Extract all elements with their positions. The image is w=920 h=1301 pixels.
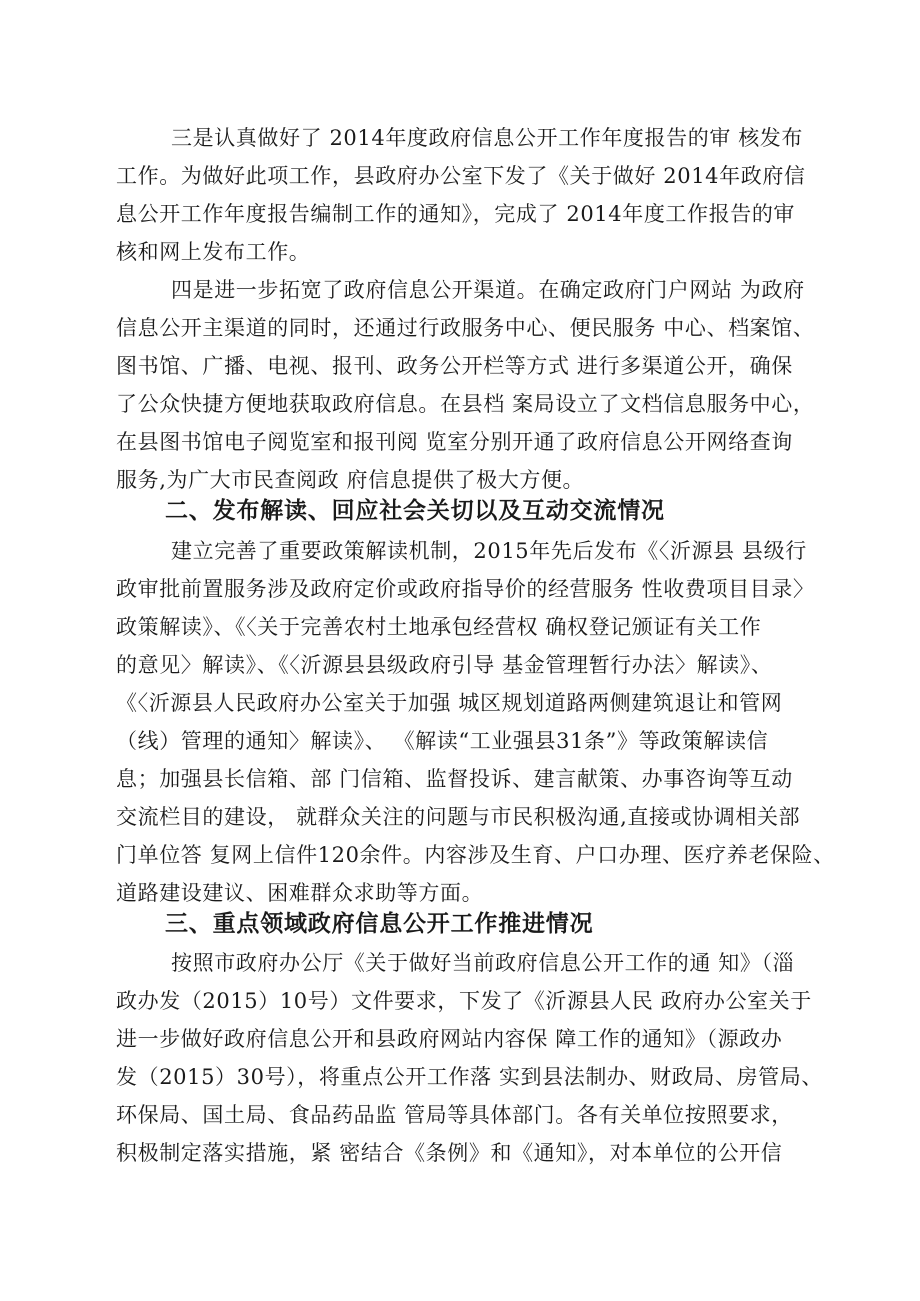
section-2-line-1: 建立完善了重要政策解读机制，2015年先后发布《〈沂源县 县级行 [171, 539, 807, 563]
section-3-line-3: 进一步做好政府信息公开和县政府网站内容保 障工作的通知》（源政办 [116, 1027, 783, 1051]
section-3-line-4: 发（2015）30号），将重点公开工作落 实到县法制办、财政局、房管局、 [116, 1065, 823, 1089]
section-2-line-2: 政审批前置服务涉及政府定价或政府指导价的经营服务 性收费项目目录〉 [116, 577, 815, 601]
paragraph-4-line-6: 服务,为广大市民查阅政 府信息提供了极大方便。 [116, 468, 585, 492]
section-3-line-1: 按照市政府办公厅《关于做好当前政府信息公开工作的通 知》（淄 [171, 951, 795, 975]
paragraph-4-line-5: 在县图书馆电子阅览室和报刊阅 览室分别开通了政府信息公开网络查询 [116, 430, 793, 454]
paragraph-4-line-3: 图书馆、广播、电视、报刊、政务公开栏等方式 进行多渠道公开，确保 [116, 354, 793, 378]
paragraph-3-line-4: 核和网上发布工作。 [116, 240, 311, 264]
section-2-line-3: 政策解读》、《〈关于完善农村土地承包经营权 确权登记颁证有关工作 [116, 615, 762, 639]
section-2-line-8: 交流栏目的建设， 就群众关注的问题与市民积极沟通,直接或协调相关部 [116, 805, 801, 829]
section-3-line-2: 政办发（2015）10号）文件要求，下发了《沂源县人民 政府办公室关于 [116, 989, 812, 1013]
section-2-line-6: （线）管理的通知〉解读》、 《解读“工业强县31条”》等政策解读信 [116, 729, 769, 753]
paragraph-4-line-4: 了公众快捷方便地获取政府信息。在县档 案局设立了文档信息服务中心， [116, 392, 815, 416]
section-2-heading: 二、发布解读、回应社会关切以及互动交流情况 [165, 498, 665, 524]
paragraph-3-line-2: 工作。为做好此项工作，县政府办公室下发了《关于做好 2014年政府信 [116, 164, 806, 188]
section-2-line-7: 息；加强县长信箱、部 门信箱、监督投诉、建言献策、办事咨询等互动 [116, 767, 793, 791]
section-3-line-6: 积极制定落实措施，紧 密结合《条例》和《通知》，对本单位的公开信 [116, 1141, 783, 1165]
section-3-heading: 三、重点领域政府信息公开工作推进情况 [165, 911, 594, 937]
paragraph-3-line-1: 三是认真做好了 2014年度政府信息公开工作年度报告的审 核发布 [171, 126, 803, 150]
paragraph-3-line-3: 息公开工作年度报告编制工作的通知》，完成了 2014年度工作报告的审 [116, 202, 796, 226]
section-2-line-9: 门单位答 复网上信件120余件。内容涉及生育、户口办理、医疗养老保险、 [116, 843, 835, 867]
paragraph-4-line-2: 信息公开主渠道的同时，还通过行政服务中心、便民服务 中心、档案馆、 [116, 316, 815, 340]
section-2-line-10: 道路建设建议、困难群众求助等方面。 [116, 881, 484, 905]
section-2-line-4: 的意见〉解读》、《〈沂源县县级政府引导 基金管理暂行办法〉解读》、 [116, 653, 773, 677]
paragraph-4-line-1: 四是进一步拓宽了政府信息公开渠道。在确定政府门户网站 为政府 [171, 278, 805, 302]
section-3-line-5: 环保局、国土局、食品药品监 管局等具体部门。各有关单位按照要求， [116, 1103, 793, 1127]
section-2-line-5: 《〈沂源县人民政府办公室关于加强 城区规划道路两侧建筑退让和管网 [116, 691, 783, 715]
